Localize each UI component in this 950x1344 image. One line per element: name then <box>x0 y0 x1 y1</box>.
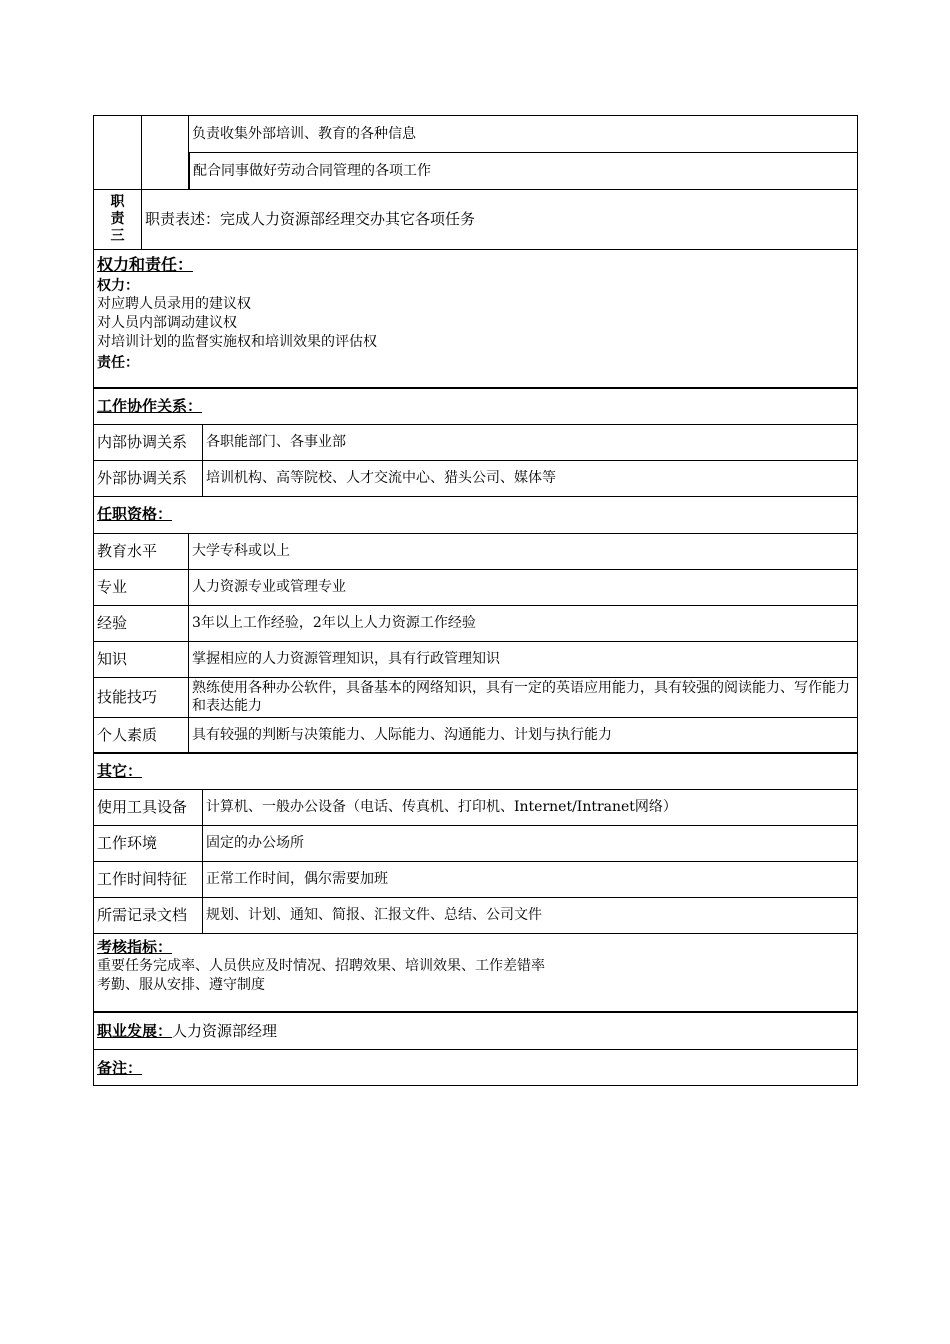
assessment-heading: 考核指标： <box>97 937 173 956</box>
row-label: 外部协调关系 <box>97 469 188 487</box>
row-label: 内部协调关系 <box>97 433 188 451</box>
power-label: 权力： <box>97 277 139 294</box>
assessment-line: 重要任务完成率、人员供应及时情况、招聘效果、培训效果、工作差错率 <box>97 957 545 974</box>
career-value: 人力资源部经理 <box>172 1022 278 1040</box>
job-description-table <box>93 115 858 1086</box>
table-row <box>94 569 857 605</box>
row-value: 3年以上工作经验，2年以上人力资源工作经验 <box>188 606 857 641</box>
table-row <box>94 861 857 897</box>
cooperation-heading-row <box>94 388 857 424</box>
row-label: 知识 <box>97 649 128 668</box>
row-value: 规划、计划、通知、简报、汇报文件、总结、公司文件 <box>202 898 857 933</box>
table-row <box>94 605 857 641</box>
duty-three-label <box>94 190 141 249</box>
table-row <box>94 717 857 753</box>
table-row <box>94 533 857 569</box>
row-value: 计算机、一般办公设备（电话、传真机、打印机、Internet/Intranet网络） <box>202 790 857 825</box>
table-row <box>94 677 857 717</box>
assessment-line: 考勤、服从安排、遵守制度 <box>97 976 265 993</box>
power-item: 对应聘人员录用的建议权 <box>97 295 251 312</box>
career-section <box>93 1011 858 1050</box>
row-label: 使用工具设备 <box>97 798 188 816</box>
table-row <box>94 897 857 933</box>
cooperation-heading: 工作协作关系： <box>97 396 203 415</box>
row-value: 大学专科或以上 <box>188 534 857 569</box>
table-row <box>94 424 857 460</box>
remarks-heading: 备注： <box>97 1058 143 1077</box>
duty-items <box>188 116 857 189</box>
row-label: 所需记录文档 <box>97 906 188 924</box>
assessment-section <box>93 933 858 1013</box>
qualification-heading: 任职资格： <box>97 505 173 523</box>
duty-three-label-char: 三 <box>110 228 125 244</box>
blank-cell <box>141 116 188 189</box>
row-label: 技能技巧 <box>97 687 158 706</box>
responsibility-label: 责任： <box>97 354 139 371</box>
power-item: 对人员内部调动建议权 <box>97 314 237 331</box>
blank-cell <box>94 116 141 189</box>
duty-item: 配合同事做好劳动合同管理的各项工作 <box>189 152 857 189</box>
row-value: 熟练使用各种办公软件，具备基本的网络知识，具有一定的英语应用能力，具有较强的阅读能力、写作能力和表达能力 <box>188 678 857 717</box>
authority-section <box>93 249 858 389</box>
table-row <box>94 825 857 861</box>
duty-three-label-char: 职 <box>110 194 125 210</box>
remarks-section <box>93 1049 858 1086</box>
row-value: 各职能部门、各事业部 <box>202 425 857 460</box>
duty-three-text: 职责表述：完成人力资源部经理交办其它各项任务 <box>141 190 857 249</box>
row-value: 掌握相应的人力资源管理知识，具有行政管理知识 <box>188 642 857 677</box>
row-label: 个人素质 <box>97 725 158 744</box>
others-heading: 其它： <box>97 761 143 780</box>
row-label: 教育水平 <box>97 541 158 560</box>
career-heading: 职业发展： <box>97 1022 173 1040</box>
duty-three-label-char: 责 <box>110 211 125 227</box>
row-value: 具有较强的判断与决策能力、人际能力、沟通能力、计划与执行能力 <box>188 718 857 753</box>
qualification-heading-row <box>94 497 857 533</box>
row-label: 工作环境 <box>97 834 158 852</box>
row-value: 固定的办公场所 <box>202 826 857 861</box>
table-row <box>94 460 857 496</box>
row-label: 经验 <box>97 613 128 632</box>
duty-three-row <box>94 189 857 249</box>
table-row <box>94 641 857 677</box>
authority-heading: 权力和责任： <box>97 254 194 274</box>
duty-item: 负责收集外部培训、教育的各种信息 <box>192 125 416 142</box>
duty-continuation <box>94 116 857 189</box>
duties-block <box>93 115 858 250</box>
table-row <box>94 789 857 825</box>
qualification-section <box>93 496 858 754</box>
power-item: 对培训计划的监督实施权和培训效果的评估权 <box>97 333 377 350</box>
row-value: 人力资源专业或管理专业 <box>188 570 857 605</box>
others-section <box>93 752 858 934</box>
row-value: 正常工作时间，偶尔需要加班 <box>202 862 857 897</box>
row-label: 专业 <box>97 577 128 596</box>
row-label: 工作时间特征 <box>97 870 188 888</box>
cooperation-section <box>93 387 858 497</box>
row-value: 培训机构、高等院校、人才交流中心、猎头公司、媒体等 <box>202 461 857 496</box>
others-heading-row <box>94 753 857 789</box>
